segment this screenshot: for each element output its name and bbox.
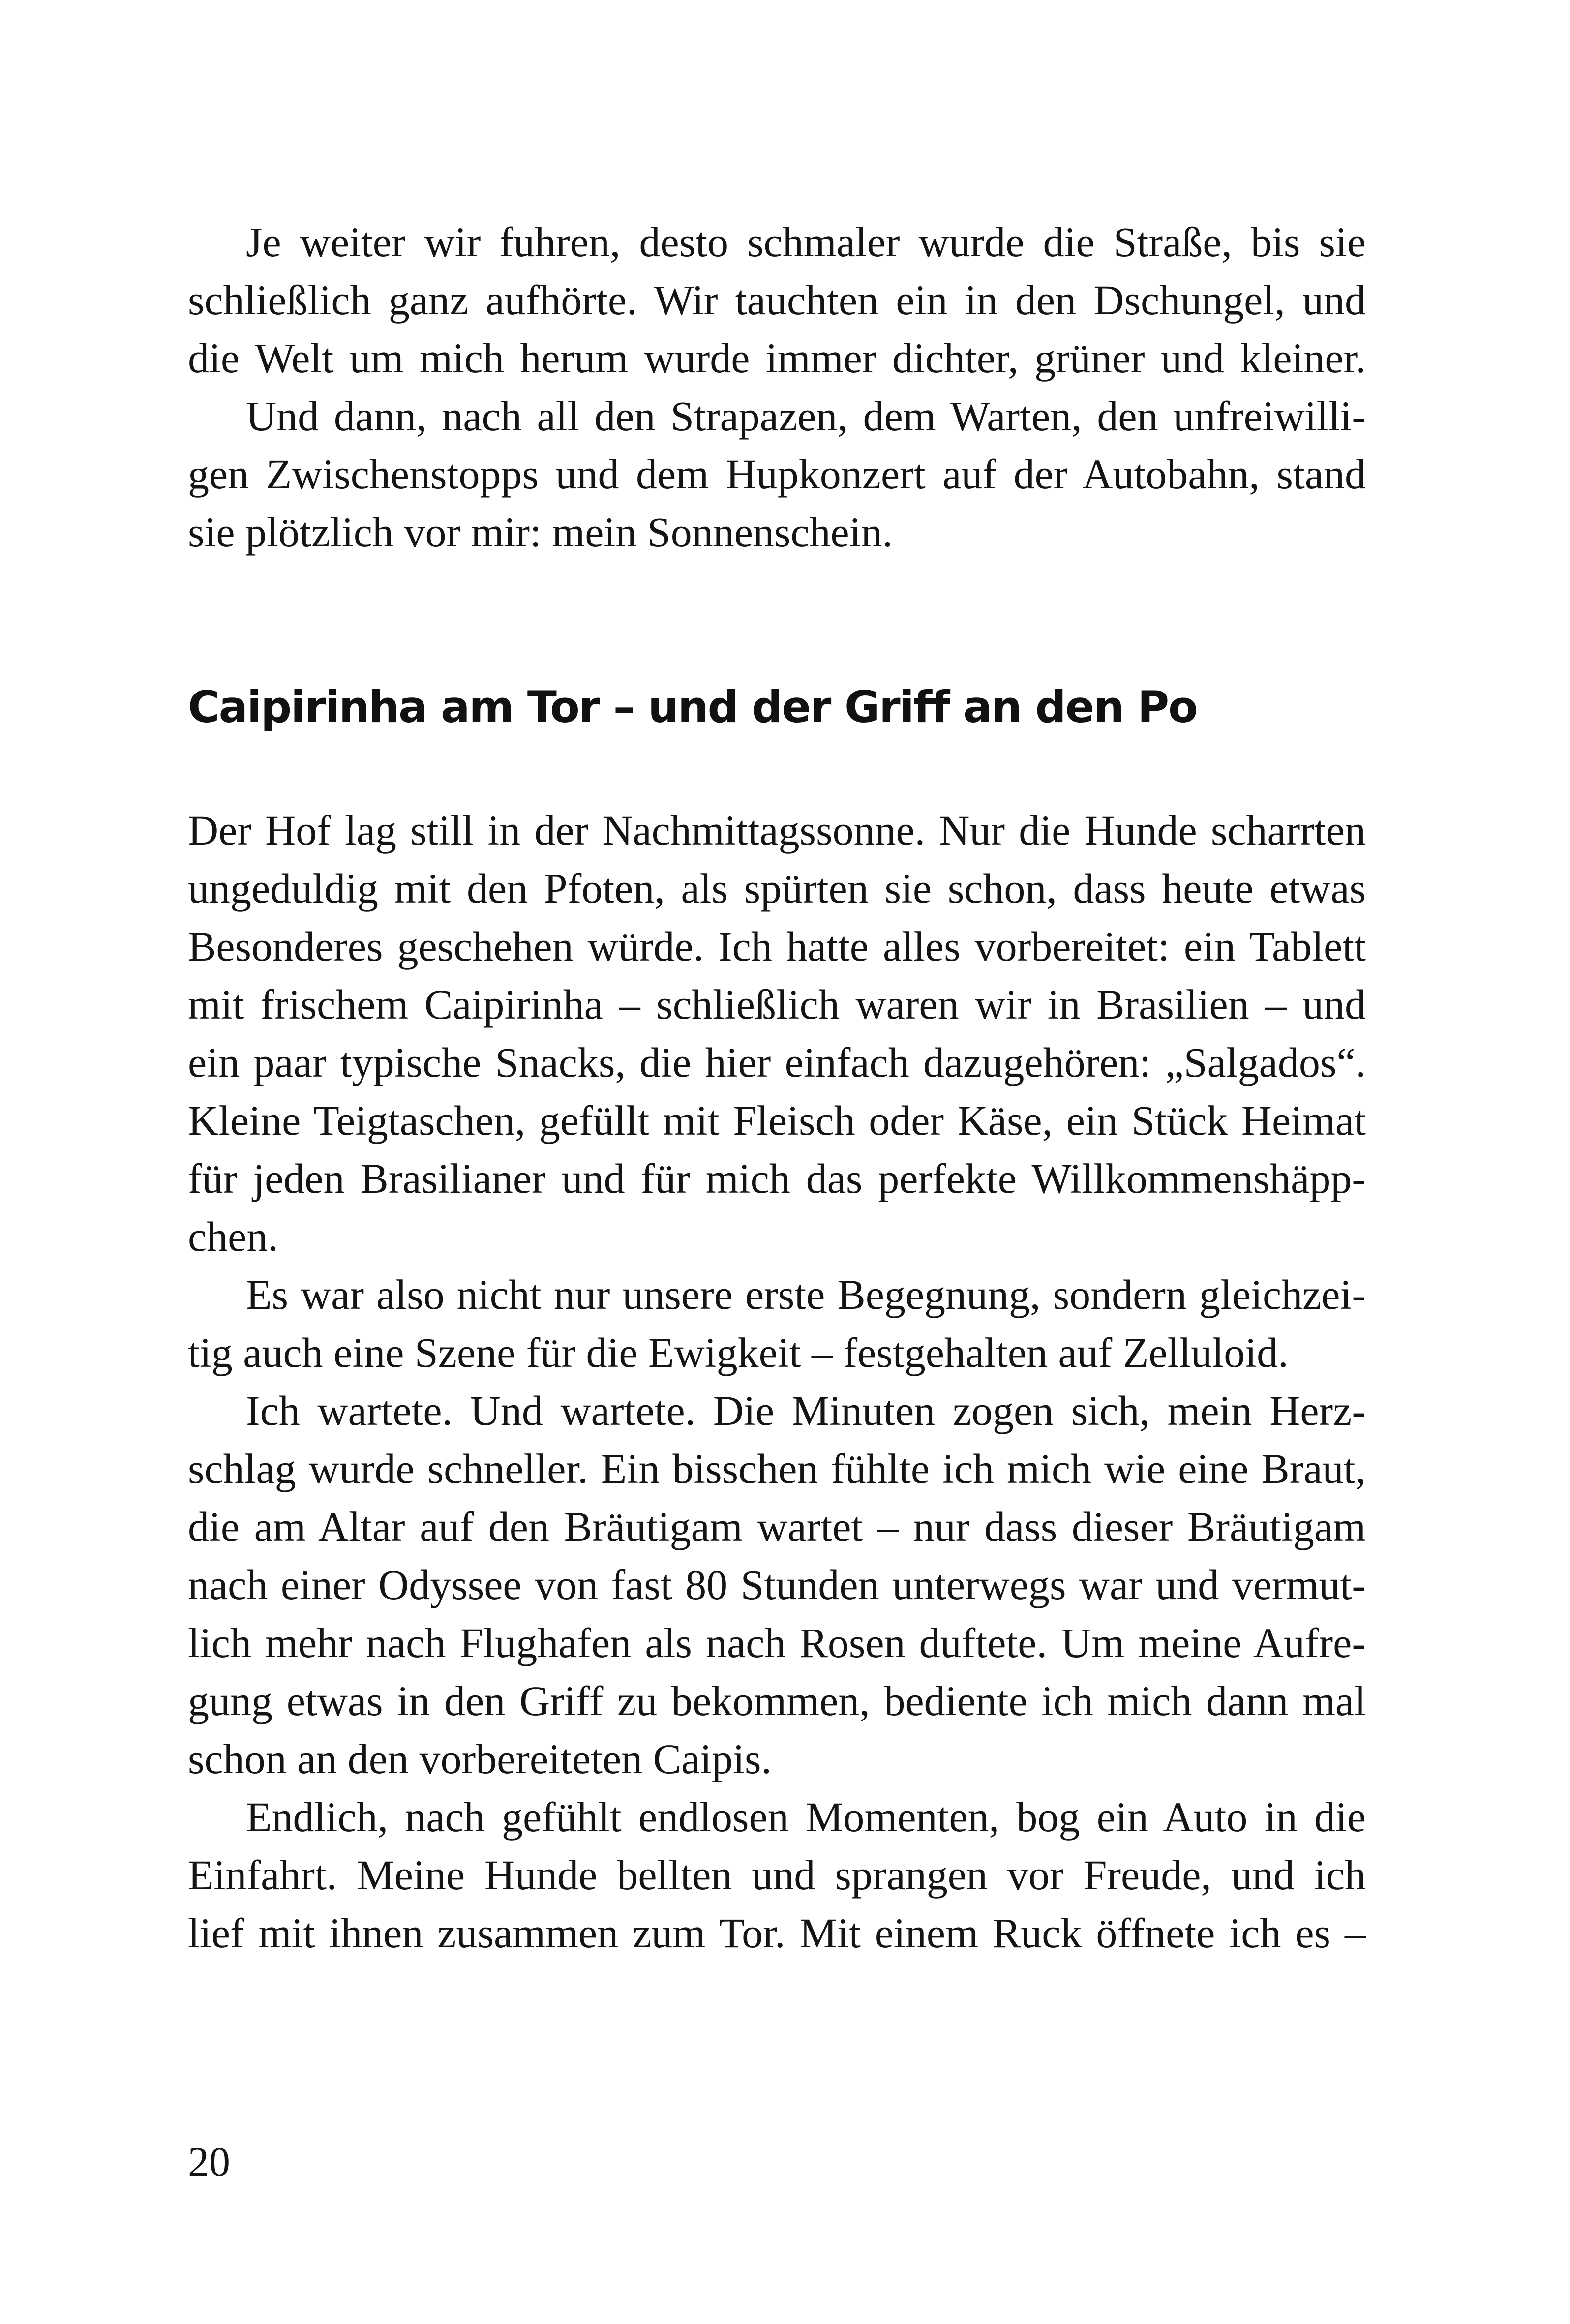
text-line: gung etwas in den Griff zu bekommen, bediente ich mich dann mal bbox=[188, 1677, 1366, 1724]
text-line: Es war also nicht nur unsere erste Begegnung, sondern gleichzei- bbox=[246, 1271, 1366, 1318]
page-number: 20 bbox=[188, 2138, 230, 2185]
text-line: ein paar typische Snacks, die hier einfach dazugehören: „Salgados“. bbox=[188, 1039, 1366, 1086]
paragraph bbox=[188, 801, 1366, 1266]
text-line: Und dann, nach all den Strapazen, dem Warten, den unfreiwilli- bbox=[246, 392, 1366, 440]
text-line: schlag wurde schneller. Ein bisschen fühlte ich mich wie eine Braut, bbox=[188, 1445, 1366, 1492]
text-line: Einfahrt. Meine Hunde bellten und sprangen vor Freude, und ich bbox=[188, 1851, 1366, 1899]
section-heading: Caipirinha am Tor – und der Griff an den Po bbox=[188, 682, 1197, 732]
text-line: Je weiter wir fuhren, desto schmaler wurde die Straße, bis sie bbox=[246, 218, 1366, 266]
text-line: sie plötzlich vor mir: mein Sonnenschein. bbox=[188, 509, 893, 556]
paragraph bbox=[188, 387, 1366, 561]
text-line: schließlich ganz aufhörte. Wir tauchten ein in den Dschungel, und bbox=[188, 276, 1366, 324]
text-line: lich mehr nach Flughafen als nach Rosen duftete. Um meine Aufre- bbox=[188, 1619, 1366, 1666]
paragraph bbox=[188, 1266, 1366, 1382]
text-line: die Welt um mich herum wurde immer dichter, grüner und kleiner. bbox=[188, 334, 1366, 382]
paragraph bbox=[188, 213, 1366, 387]
text-line: Ich wartete. Und wartete. Die Minuten zogen sich, mein Herz- bbox=[246, 1387, 1366, 1434]
text-line: Der Hof lag still in der Nachmittagssonne. Nur die Hunde scharrten bbox=[188, 807, 1366, 854]
text-line: lief mit ihnen zusammen zum Tor. Mit einem Ruck öffnete ich es – bbox=[188, 1909, 1366, 1957]
text-line: mit frischem Caipirinha – schließlich waren wir in Brasilien – und bbox=[188, 981, 1366, 1028]
text-line: Besonderes geschehen würde. Ich hatte alles vorbereitet: ein Tablett bbox=[188, 923, 1366, 970]
text-line: schon an den vorbereiteten Caipis. bbox=[188, 1735, 772, 1782]
text-line: tig auch eine Szene für die Ewigkeit – festgehalten auf Zelluloid. bbox=[188, 1329, 1289, 1376]
section-text bbox=[188, 801, 1366, 1962]
text-line: ungeduldig mit den Pfoten, als spürten sie schon, dass heute etwas bbox=[188, 865, 1366, 912]
text-line: nach einer Odyssee von fast 80 Stunden unterwegs war und vermut- bbox=[188, 1561, 1366, 1608]
text-line: für jeden Brasilianer und für mich das perfekte Willkommenshäpp- bbox=[188, 1155, 1366, 1202]
text-line: Endlich, nach gefühlt endlosen Momenten, bog ein Auto in die bbox=[246, 1793, 1366, 1841]
paragraph bbox=[188, 1788, 1366, 1962]
text-line: chen. bbox=[188, 1213, 278, 1260]
paragraph bbox=[188, 1382, 1366, 1788]
text-line: Kleine Teigtaschen, gefüllt mit Fleisch oder Käse, ein Stück Heimat bbox=[188, 1097, 1366, 1144]
text-line: die am Altar auf den Bräutigam wartet – nur dass dieser Bräutigam bbox=[188, 1503, 1366, 1550]
intro-text bbox=[188, 213, 1366, 561]
text-line: gen Zwischenstopps und dem Hupkonzert auf der Autobahn, stand bbox=[188, 451, 1366, 498]
